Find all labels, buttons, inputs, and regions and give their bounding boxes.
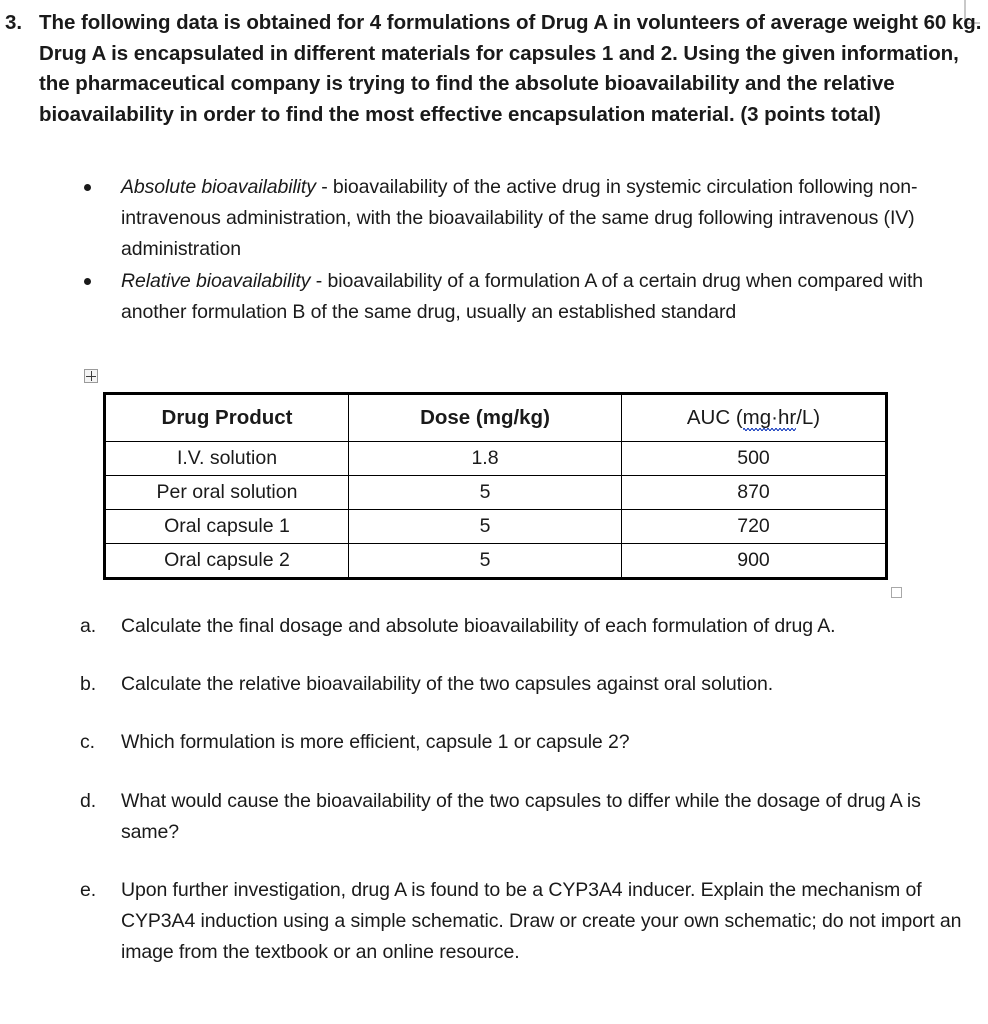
sub-question-e — [0, 875, 988, 969]
sub-question-list — [0, 611, 988, 996]
sub-question-text: Upon further investigation, drug A is found to be a CYP3A4 inducer. Explain the mechanism of CYP3A4 induction using a simple schematic. Draw or create your own schematic; do not import an image from the textbook or an online resource. — [121, 879, 962, 964]
sub-question-letter: b. — [80, 673, 97, 696]
definition-separator: - — [315, 176, 333, 198]
definition-text: bioavailability of the active drug in systemic circulation following non-intravenous administration, with the bioavailability of the same drug following intravenous (IV) administration — [121, 176, 918, 261]
auc-unit-spellcheck: mg·hr — [743, 406, 797, 433]
sub-question-letter: c. — [80, 731, 95, 754]
definition-term: Absolute bioavailability — [121, 176, 316, 198]
sub-question-a — [0, 611, 988, 642]
sub-question-letter: a. — [80, 615, 97, 637]
cell-auc: 900 — [622, 544, 887, 579]
sub-question-letter: e. — [80, 879, 97, 902]
definition-bullet-list — [0, 172, 988, 328]
cell-dose: 1.8 — [349, 442, 622, 476]
cell-dose: 5 — [349, 510, 622, 544]
sub-question-c — [0, 727, 988, 758]
sub-question-letter: d. — [80, 789, 97, 812]
list-item — [0, 172, 988, 266]
cell-auc: 870 — [622, 476, 887, 510]
definition-separator: - — [310, 269, 328, 292]
sub-question-d — [0, 786, 988, 848]
sub-question-text: Calculate the final dosage and absolute bioavailability of each formulation of drug A. — [121, 615, 836, 637]
table-row — [105, 544, 887, 579]
cell-dose: 5 — [349, 544, 622, 579]
sub-question-text: What would cause the bioavailability of the two capsules to differ while the dosage of drug A is same? — [121, 789, 921, 843]
drug-data-table — [103, 392, 888, 580]
sub-question-text: Calculate the relative bioavailability of the two capsules against oral solution. — [121, 673, 774, 696]
table-resize-handle-icon[interactable] — [891, 587, 902, 598]
table-row — [105, 476, 887, 510]
table-container — [103, 392, 888, 580]
cell-auc: 720 — [622, 510, 887, 544]
cell-auc: 500 — [622, 442, 887, 476]
column-header-drug-product: Drug Product — [105, 394, 349, 442]
definition-term: Relative bioavailability — [121, 269, 311, 292]
question-number: 3. — [5, 11, 23, 34]
list-item — [0, 266, 988, 328]
cell-drug-product: Per oral solution — [105, 476, 349, 510]
table-row — [105, 442, 887, 476]
table-header-row — [105, 394, 887, 442]
question-text: The following data is obtained for 4 formulations of Drug A in volunteers of average weight 60 kg. Drug A is encapsulated in different materials for capsules 1 and 2. Using the given information, the pharmaceutical company is trying to find the absolute bioavailability and the relative bioavailability in order to find the most effective encapsulation material. (3 points total) — [39, 11, 982, 126]
sub-question-b — [0, 669, 988, 700]
definition-text: bioavailability of a formulation A of a certain drug when compared with another formulation B of the same drug, usually an established standard — [121, 269, 924, 323]
sub-question-text: Which formulation is more efficient, capsule 1 or capsule 2? — [121, 731, 630, 754]
question-block — [0, 8, 988, 130]
move-handle-vertical-bar — [91, 371, 93, 381]
cell-drug-product: Oral capsule 2 — [105, 544, 349, 579]
bullet-dot-icon — [84, 184, 91, 191]
auc-suffix: /L) — [796, 406, 821, 429]
bullet-dot-icon — [84, 278, 91, 285]
cell-drug-product: I.V. solution — [105, 442, 349, 476]
cell-drug-product: Oral capsule 1 — [105, 510, 349, 544]
auc-prefix: AUC ( — [686, 406, 743, 429]
column-header-auc — [622, 394, 887, 442]
column-header-dose: Dose (mg/kg) — [349, 394, 622, 442]
table-move-handle-icon[interactable] — [84, 369, 98, 383]
cell-dose: 5 — [349, 476, 622, 510]
table-row — [105, 510, 887, 544]
